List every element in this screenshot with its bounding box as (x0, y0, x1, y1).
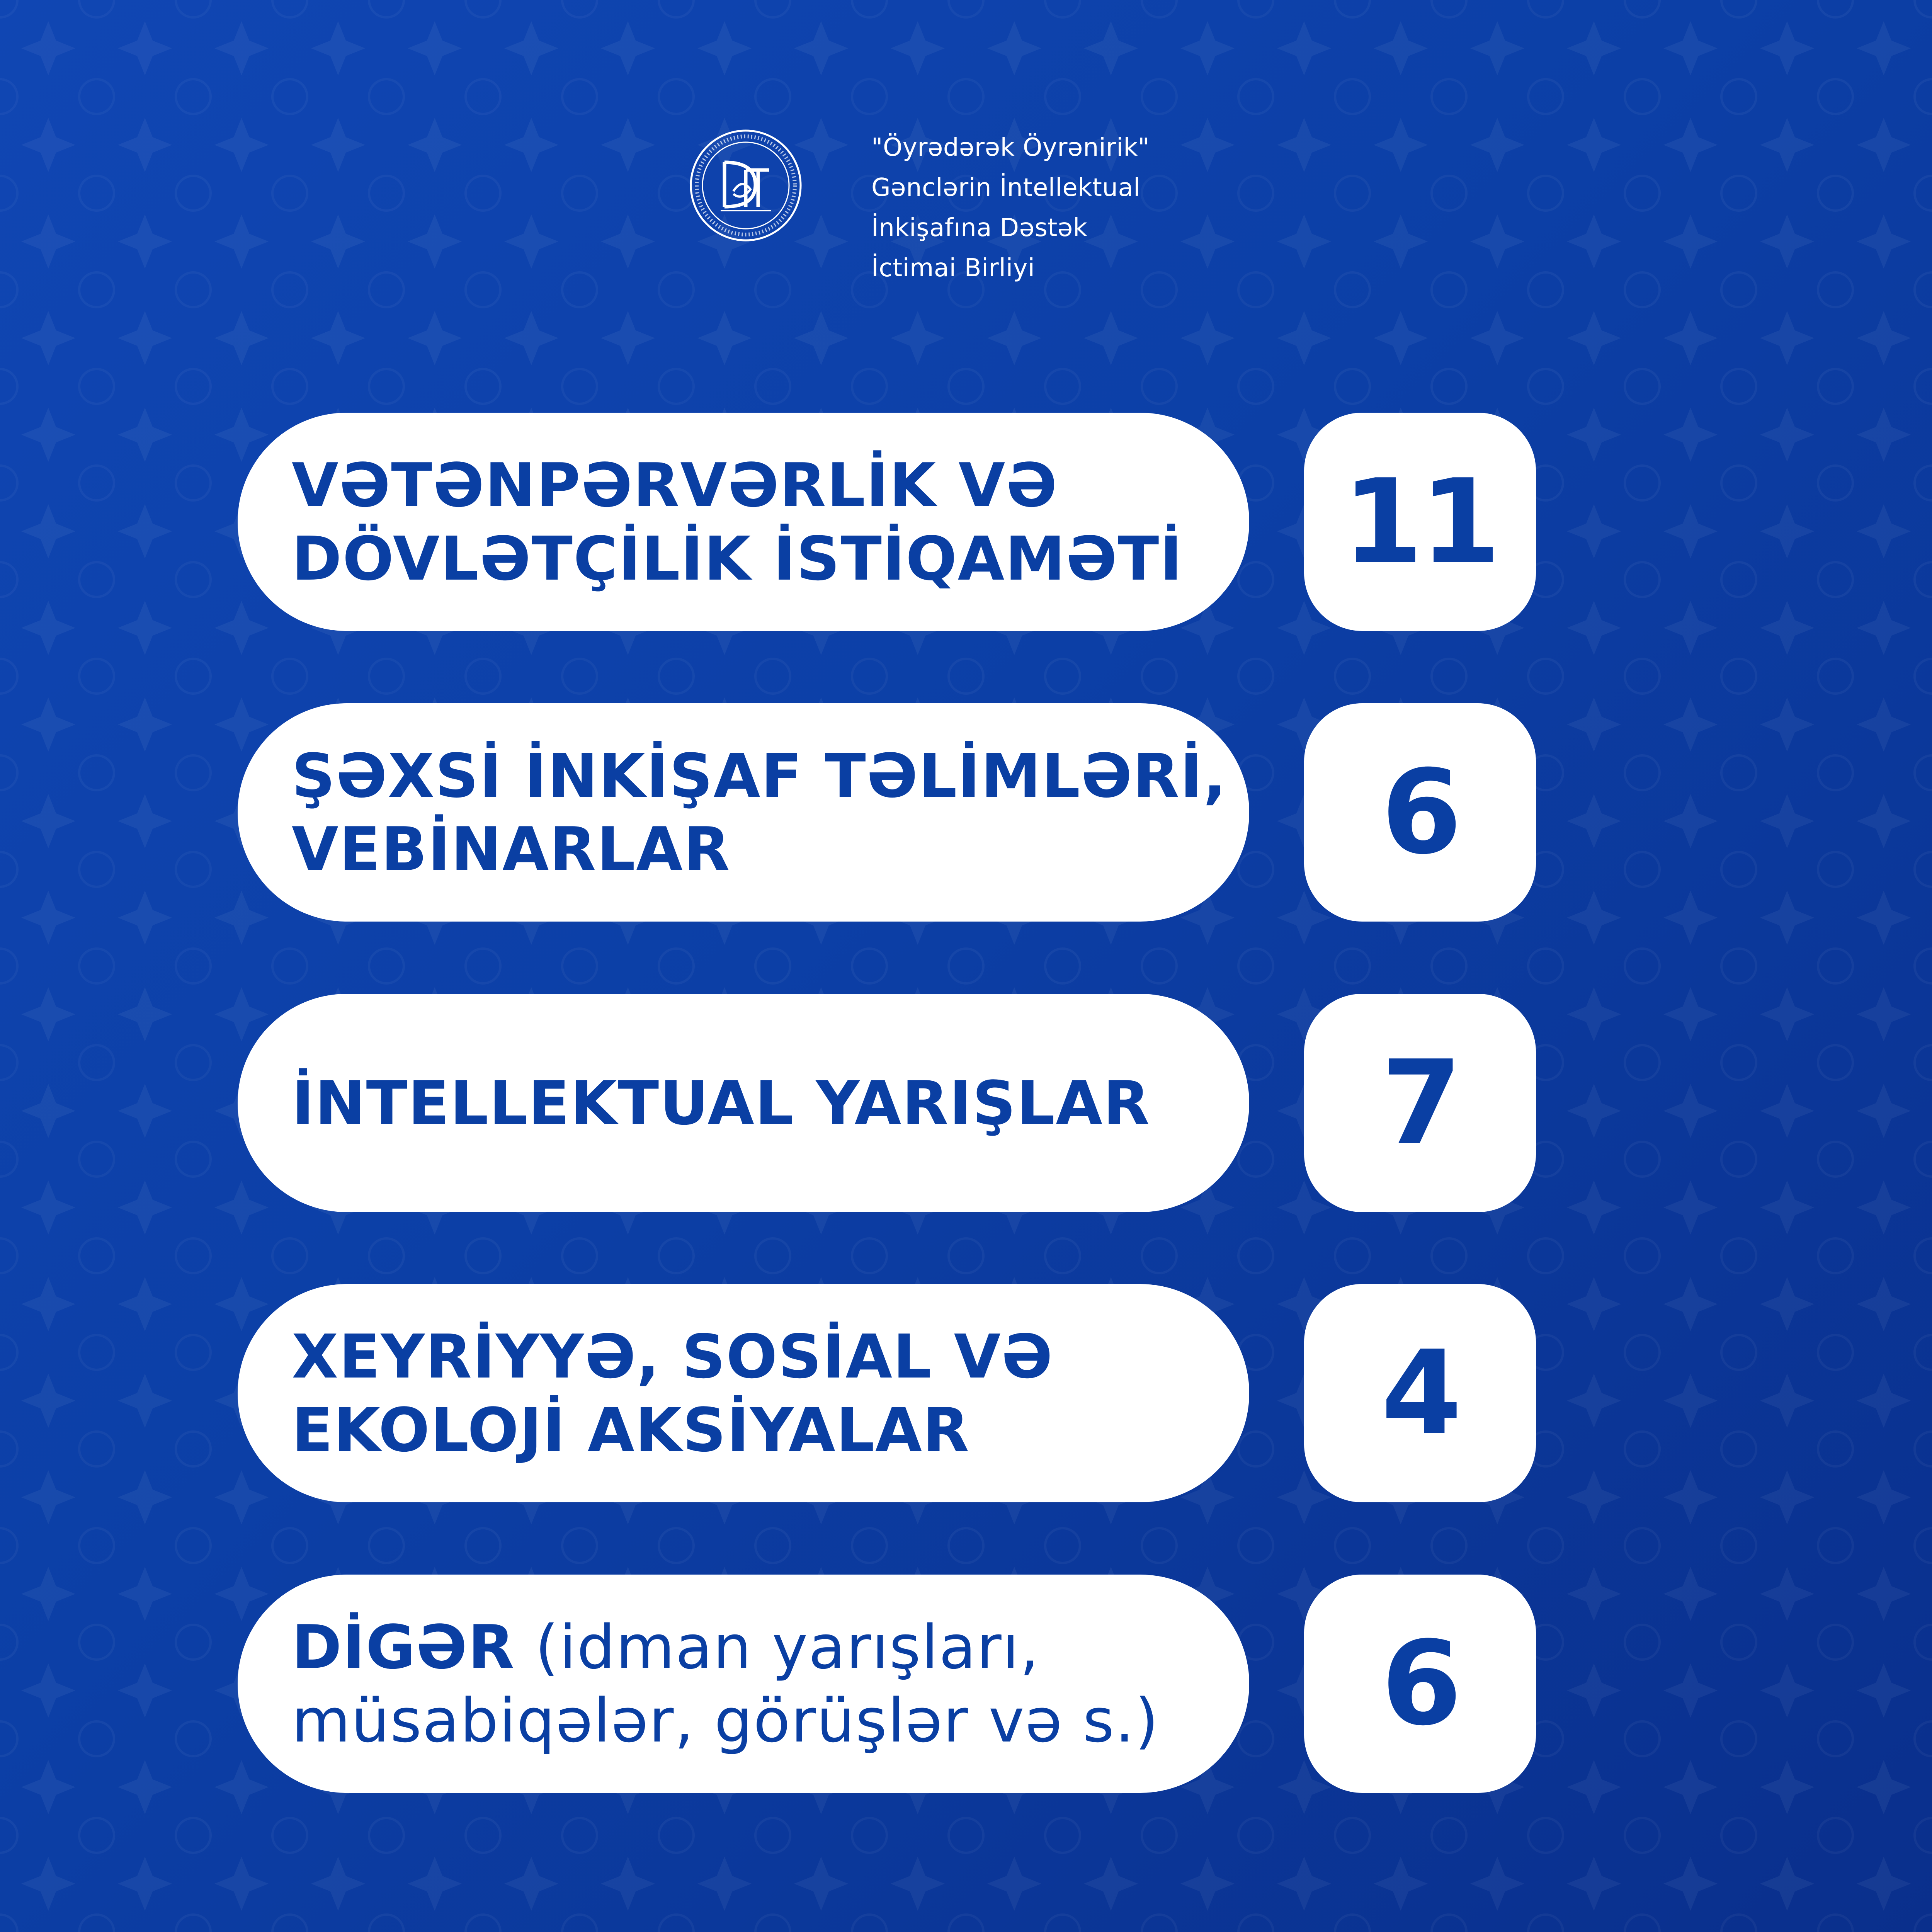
stat-label-line (292, 1611, 1159, 1684)
stat-count: 6 (1381, 745, 1459, 880)
organization-name (871, 128, 1150, 288)
stat-label-lead: DİGƏR (292, 1612, 515, 1682)
stat-count-card (1304, 1284, 1536, 1502)
stat-row-intellectual-competitions (238, 994, 1536, 1212)
stat-label (292, 1066, 1150, 1140)
stat-label-detail-line: müsabiqələr, görüşlər və s.) (292, 1685, 1160, 1756)
stat-label-card (238, 1575, 1249, 1793)
stat-row-other (238, 1575, 1536, 1793)
organization-seal-logo (688, 128, 804, 243)
stat-row-patriotism (238, 413, 1536, 631)
org-name-line-3: İctimai Birliyi (871, 254, 1035, 282)
stat-label-line: İNTELLEKTUAL YARIŞLAR (292, 1068, 1151, 1138)
stat-label-card (238, 413, 1249, 631)
stat-label-card (238, 994, 1249, 1212)
stat-label-card (238, 1284, 1249, 1502)
stat-label (292, 739, 1227, 886)
org-motto: "Öyrədərək Öyrənirik" (871, 133, 1150, 162)
stat-count-card (1304, 413, 1536, 631)
stat-label-detail: (idman yarışları, (515, 1612, 1040, 1682)
stat-label (292, 449, 1183, 595)
stat-count-card (1304, 703, 1536, 922)
stat-label-line: VƏTƏNPƏRVƏRLİK VƏ (292, 450, 1058, 520)
stat-row-personal-development (238, 703, 1536, 922)
stat-label-line: VEBİNARLAR (292, 814, 731, 884)
stat-label-line: XEYRİYYƏ, SOSİAL VƏ (292, 1321, 1053, 1392)
stat-count-card (1304, 1575, 1536, 1793)
stat-label-line: ŞƏXSİ İNKİŞAF TƏLİMLƏRİ, (292, 740, 1227, 811)
stat-count: 6 (1381, 1616, 1459, 1751)
stat-count-card (1304, 994, 1536, 1212)
header (688, 128, 1345, 290)
stat-label-card (238, 703, 1249, 922)
stat-row-charity-actions (238, 1284, 1536, 1502)
stat-label (292, 1611, 1159, 1757)
stat-count: 11 (1342, 454, 1498, 589)
org-name-line-2: İnkişafına Dəstək (871, 214, 1088, 242)
stat-count: 4 (1381, 1326, 1459, 1461)
stat-label (292, 1320, 1053, 1467)
stat-label-line: DÖVLƏTÇİLİK İSTİQAMƏTİ (292, 523, 1183, 594)
org-name-line-1: Gənclərin İntellektual (871, 173, 1141, 202)
stat-label-line: EKOLOJİ AKSİYALAR (292, 1395, 970, 1465)
stat-count: 7 (1381, 1036, 1459, 1170)
